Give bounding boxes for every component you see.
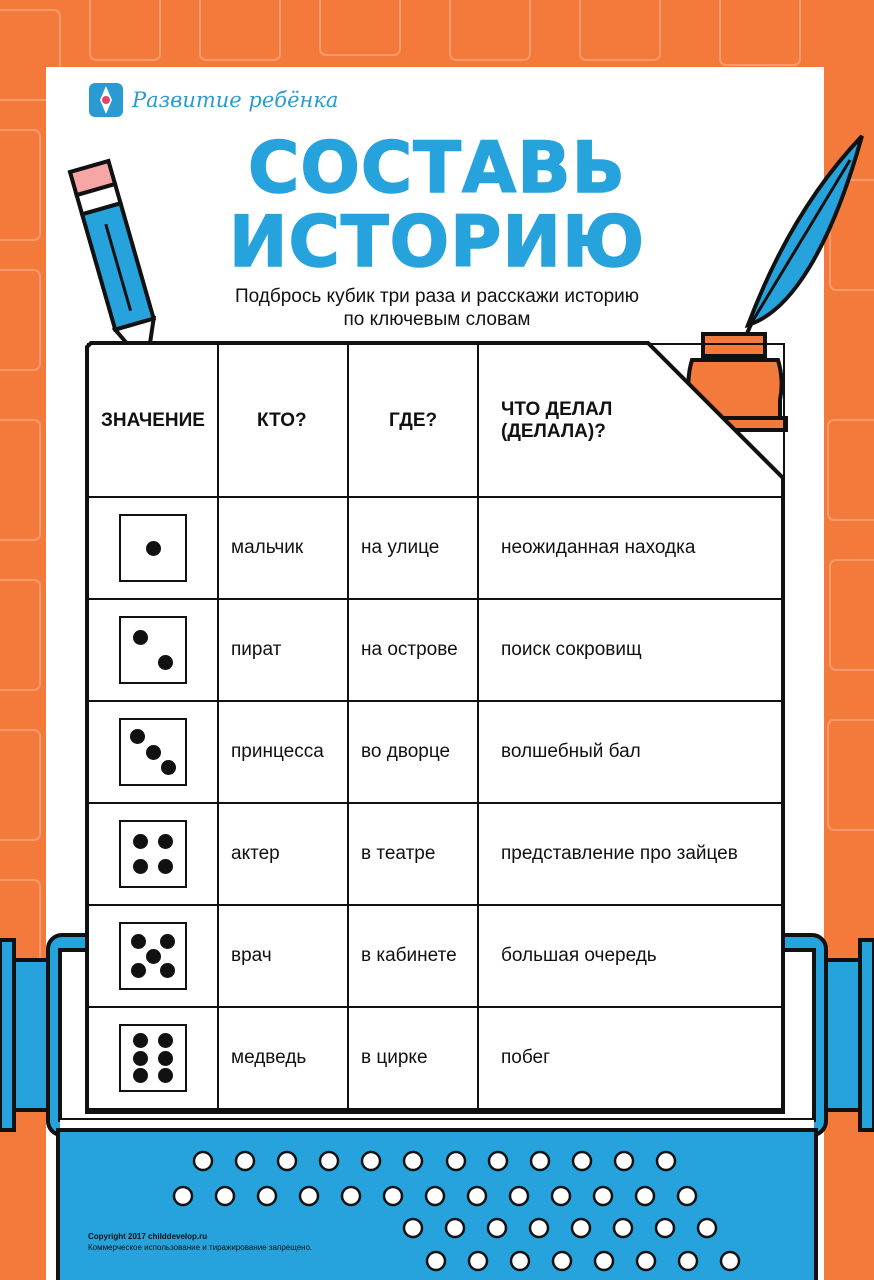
dice-pip	[131, 963, 146, 978]
dice-pip	[160, 963, 175, 978]
where-cell: на острове	[348, 599, 478, 701]
table-row	[88, 497, 784, 599]
where-cell: во дворце	[348, 701, 478, 803]
dice-pip	[158, 859, 173, 874]
header-row	[88, 344, 784, 497]
what-cell: представление про зайцев	[478, 803, 784, 905]
page-title-line2: ИСТОРИЮ	[228, 201, 646, 283]
where-cell: в театре	[348, 803, 478, 905]
dice-pip	[131, 934, 146, 949]
dice-pip	[160, 934, 175, 949]
dice-pip	[133, 834, 148, 849]
dice-cell	[88, 497, 218, 599]
dice-pip	[133, 859, 148, 874]
dice-cell	[88, 599, 218, 701]
subtitle	[0, 285, 874, 331]
dice-pip	[146, 541, 161, 556]
dice-icon	[119, 616, 187, 684]
who-cell: принцесса	[218, 701, 348, 803]
dice-pip	[133, 630, 148, 645]
dice-pip	[133, 1051, 148, 1066]
table-row	[88, 803, 784, 905]
copyright-notice	[88, 1231, 312, 1253]
page-title-line1: СОСТАВЬ	[248, 127, 626, 209]
who-cell: актер	[218, 803, 348, 905]
dice-icon	[119, 514, 187, 582]
dice-pip	[146, 745, 161, 760]
dice-cell	[88, 1007, 218, 1109]
subtitle-line2: по ключевым словам	[343, 309, 531, 330]
dice-pip	[158, 1051, 173, 1066]
header-who: КТО?	[218, 344, 348, 497]
dice-pip	[158, 655, 173, 670]
who-cell: врач	[218, 905, 348, 1007]
dice-cell	[88, 701, 218, 803]
logo-text: Развитие ребёнка	[132, 88, 339, 112]
dice-pip	[161, 760, 176, 775]
table-row	[88, 701, 784, 803]
dice-pip	[158, 1068, 173, 1083]
dice-pip	[133, 1068, 148, 1083]
what-cell: волшебный бал	[478, 701, 784, 803]
header-what: ЧТО ДЕЛАЛ (ДЕЛАЛА)?	[478, 344, 784, 497]
dice-icon	[119, 820, 187, 888]
subtitle-line1: Подбрось кубик три раза и расскажи историю	[234, 286, 640, 307]
where-cell: на улице	[348, 497, 478, 599]
dice-pip	[133, 1033, 148, 1048]
dice-icon	[119, 922, 187, 990]
dice-pip	[130, 729, 145, 744]
header-value: ЗНАЧЕНИЕ	[88, 344, 218, 497]
what-cell: неожиданная находка	[478, 497, 784, 599]
copyright-text: Copyright 2017 childdevelop.ru	[88, 1232, 208, 1241]
story-table	[87, 343, 785, 1110]
dice-cell	[88, 905, 218, 1007]
where-cell: в цирке	[348, 1007, 478, 1109]
who-cell: пират	[218, 599, 348, 701]
who-cell: медведь	[218, 1007, 348, 1109]
header-where: ГДЕ?	[348, 344, 478, 497]
where-cell: в кабинете	[348, 905, 478, 1007]
dice-icon	[119, 1024, 187, 1092]
what-cell: поиск сокровищ	[478, 599, 784, 701]
what-cell: побег	[478, 1007, 784, 1109]
table-row	[88, 1007, 784, 1109]
what-cell: большая очередь	[478, 905, 784, 1007]
logo	[88, 82, 338, 118]
table-row	[88, 599, 784, 701]
table-row	[88, 905, 784, 1007]
dice-cell	[88, 803, 218, 905]
dice-pip	[158, 1033, 173, 1048]
dice-icon	[119, 718, 187, 786]
logo-icon	[88, 82, 124, 118]
dice-pip	[158, 834, 173, 849]
who-cell: мальчик	[218, 497, 348, 599]
dice-pip	[146, 949, 161, 964]
usage-notice: Коммерческое использование и тиражирование запрещено.	[88, 1243, 313, 1252]
